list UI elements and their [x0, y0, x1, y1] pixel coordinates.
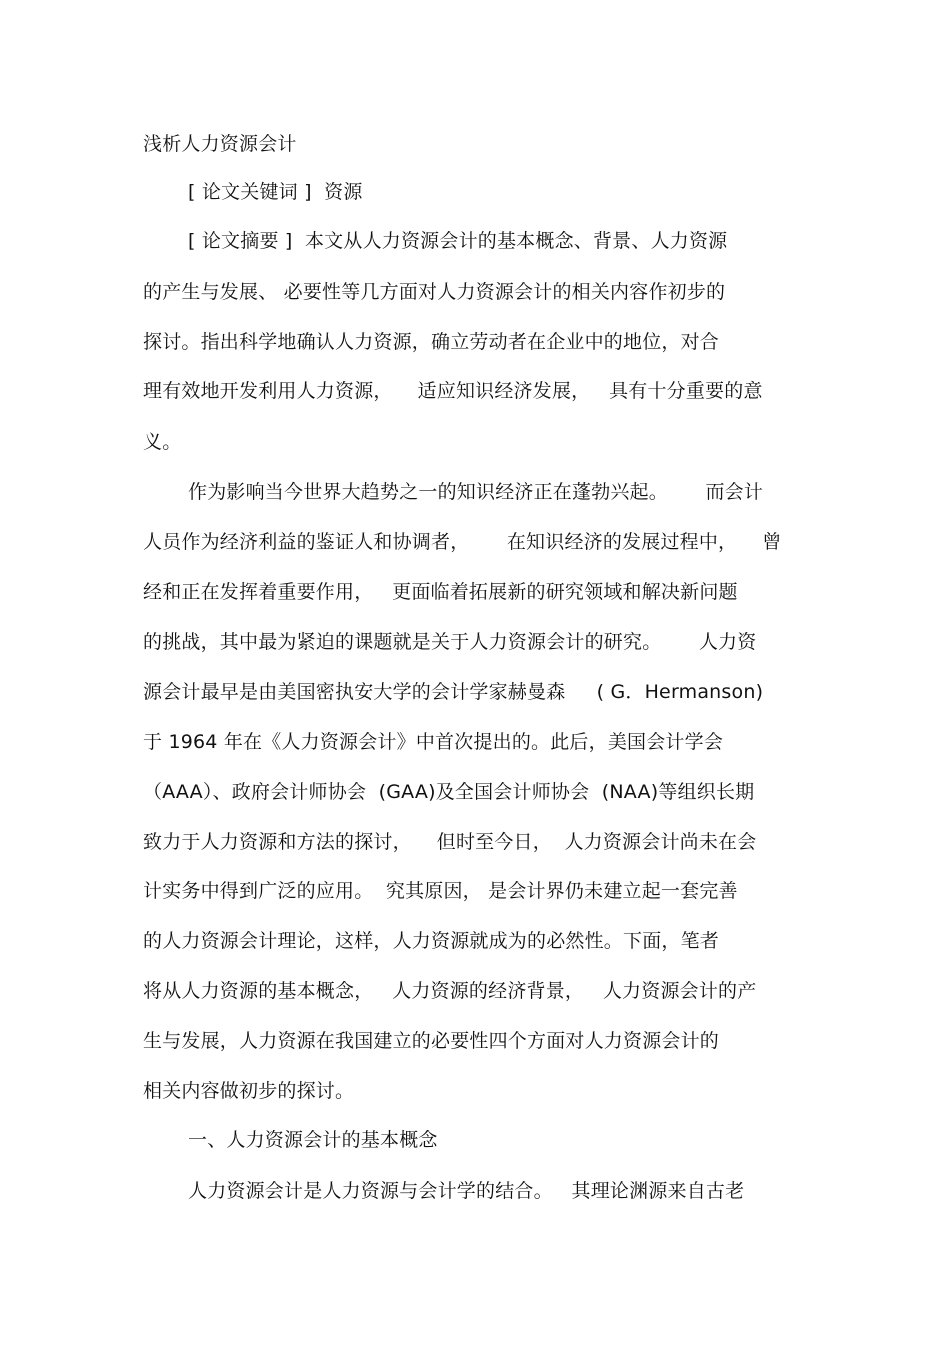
abstract-line: 的产生与发展、 必要性等几方面对人力资源会计的相关内容作初步的	[143, 281, 726, 303]
abstract-line: [ 论文摘要 ] 本文从人力资源会计的基本概念、背景、人力资源	[188, 230, 728, 252]
body-line: 的人力资源会计理论，这样，人力资源就成为的必然性。下面，笔者	[143, 930, 720, 952]
body-line: 的挑战，其中最为紧迫的课题就是关于人力资源会计的研究。 人力资	[143, 631, 757, 653]
body-line: 作为影响当今世界大趋势之一的知识经济正在蓬勃兴起。 而会计	[188, 481, 764, 503]
section-heading: 一、人力资源会计的基本概念	[188, 1129, 438, 1151]
abstract-line: 义。	[143, 431, 182, 453]
body-line: 相关内容做初步的探讨。	[143, 1080, 355, 1102]
abstract-line: 探讨。指出科学地确认人力资源，确立劳动者在企业中的地位，对合	[143, 331, 720, 353]
body-line: 源会计最早是由美国密执安大学的会计学家赫曼森 ( G．Hermanson)	[143, 681, 764, 703]
body-line: 经和正在发挥着重要作用， 更面临着拓展新的研究领域和解决新问题	[143, 581, 738, 603]
abstract-line: 理有效地开发利用人力资源， 适应知识经济发展， 具有十分重要的意	[143, 380, 763, 402]
body-line: 计实务中得到广泛的应用。 究其原因， 是会计界仍未建立起一套完善	[143, 880, 738, 902]
body-line: （AAA）、政府会计师协会 (GAA)及全国会计师协会 (NAA)等组织长期	[143, 781, 755, 803]
section-body-line: 人力资源会计是人力资源与会计学的结合。 其理论渊源来自古老	[188, 1180, 745, 1202]
body-line: 生与发展，人力资源在我国建立的必要性四个方面对人力资源会计的	[143, 1030, 720, 1052]
keywords-line: [ 论文关键词 ] 资源	[188, 181, 363, 203]
body-line: 将从人力资源的基本概念， 人力资源的经济背景， 人力资源会计的产	[143, 980, 757, 1002]
body-line: 致力于人力资源和方法的探讨， 但时至今日， 人力资源会计尚未在会	[143, 831, 757, 853]
document-title: 浅析人力资源会计	[143, 133, 297, 155]
body-line: 人员作为经济利益的鉴证人和协调者， 在知识经济的发展过程中， 曾	[143, 531, 782, 553]
body-line: 于 1964 年在《人力资源会计》中首次提出的。此后，美国会计学会	[143, 731, 724, 753]
